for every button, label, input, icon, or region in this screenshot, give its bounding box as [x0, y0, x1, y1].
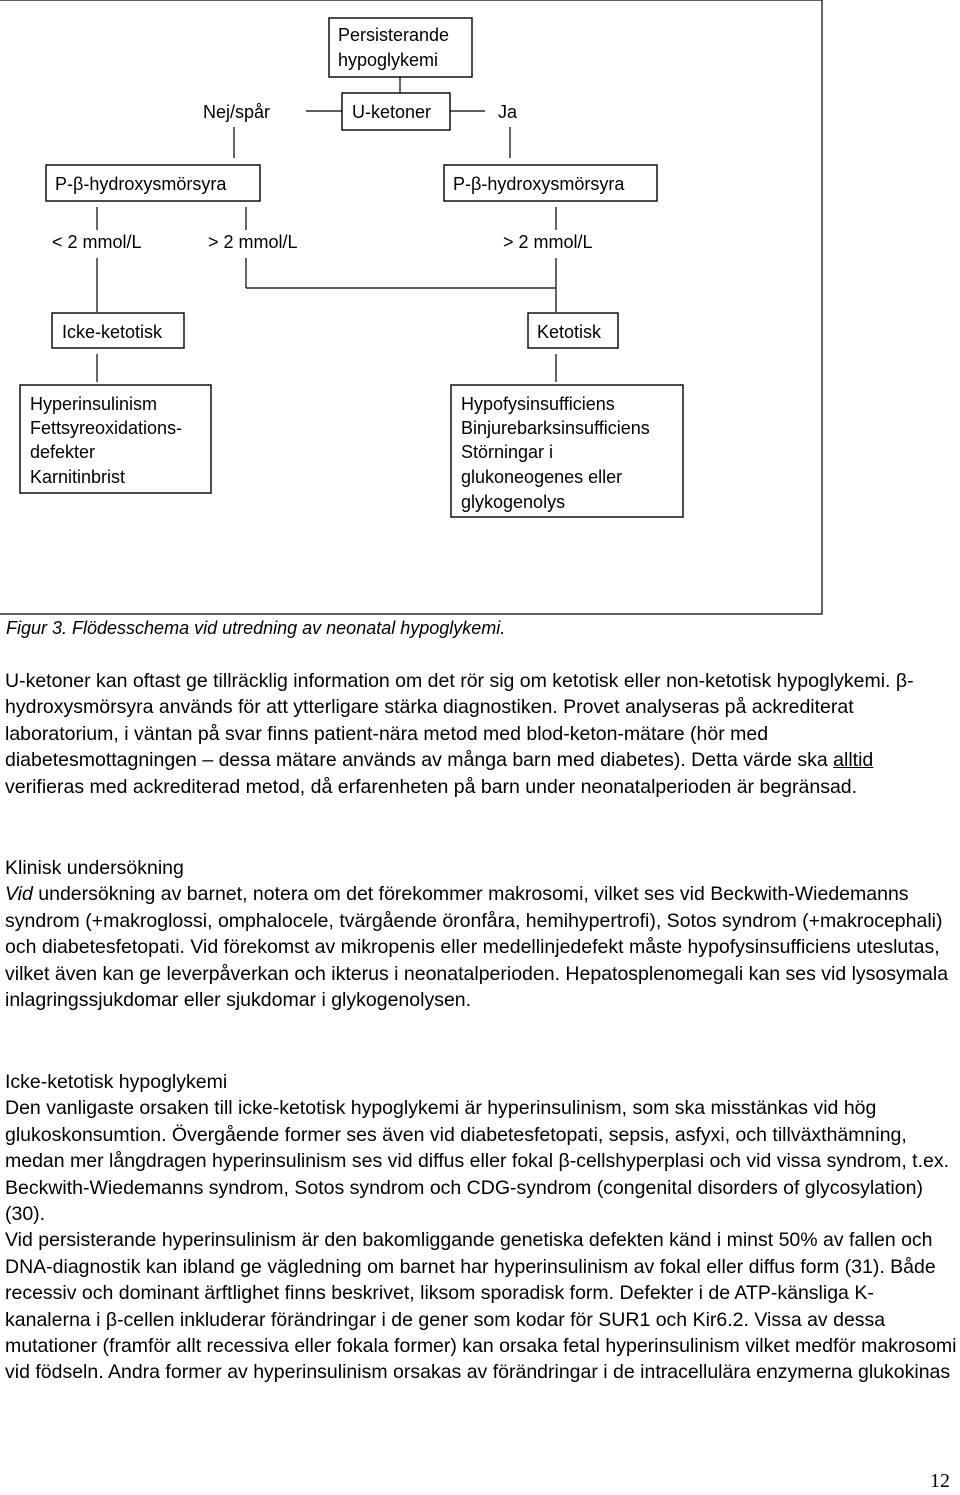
no-label: Nej/spår	[203, 102, 271, 122]
nonketotic-cause-3: defekter	[30, 442, 96, 462]
heading-clinical: Klinisk undersökning	[5, 857, 184, 879]
ketotic-cause-5: glykogenolys	[461, 492, 566, 512]
ketotic-cause-4: glukoneogenes eller	[461, 467, 623, 487]
left-test-label: P-β-hydroxysmörsyra	[55, 174, 227, 194]
start-line-1: Persisterande	[338, 25, 450, 45]
figure-caption: Figur 3. Flödesschema vid utredning av neonatal hypoglykemi.	[6, 618, 506, 638]
left-low-label: < 2 mmol/L	[52, 232, 142, 252]
nonketotic-paragraph-1: Den vanligaste orsaken till icke-ketotisk hypoglykemi är hyperinsulinism, som ska misstänkas vid hög glukoskonsumtion. Övergående former ses även vid diabetesfetopati, sepsis, asfyxi, och tillväxthämning, medan mer långdragen hyperinsulinism ses vid diffus eller fokal β-cellshyperplasi och vid vissa syndrom, t.ex. Beckwith-Wiedemanns syndrom, Sotos syndrom och CDG-syndrom (congenital disorders of glycosylation) (30).	[5, 1097, 950, 1226]
flowchart	[0, 0, 960, 620]
section-nonketotic	[5, 1069, 957, 1386]
nonketotic-label: Icke-ketotisk	[62, 322, 163, 342]
clinical-italic: Vid	[5, 883, 33, 906]
section-clinical	[5, 855, 957, 1013]
left-high-label: > 2 mmol/L	[208, 232, 298, 252]
ketotic-cause-1: Hypofysinsufficiens	[461, 394, 615, 414]
p1-emphasis: alltid	[833, 749, 874, 772]
nonketotic-cause-2: Fettsyreoxidations-	[30, 418, 183, 438]
p1-text-a: U-ketoner kan oftast ge tillräcklig information om det rör sig om ketotisk eller non-ketotisk hypoglykemi. β-hydroxysmörsyra används för att ytterligare stärka diagnostiken. Provet analyseras på ackrediterat laboratorium, i väntan på svar finns patient-nära metod med blod-keton-mätare (hör med diabetesmottagningen – dessa mätare används av många barn med diabetes). Detta värde ska	[5, 670, 914, 772]
nonketotic-cause-1: Hyperinsulinism	[30, 394, 158, 414]
ketotic-cause-2: Binjurebarksinsufficiens	[461, 418, 650, 438]
page-number: 12	[930, 1470, 950, 1492]
ketones-label: U-ketoner	[352, 102, 432, 122]
ketotic-cause-3: Störningar i	[461, 442, 554, 462]
ketotic-label: Ketotisk	[537, 322, 602, 342]
right-high-label: > 2 mmol/L	[503, 232, 593, 252]
start-line-2: hypoglykemi	[338, 50, 439, 70]
clinical-text: undersökning av barnet, notera om det förekommer makrosomi, vilket ses vid Beckwith-Wiedemanns syndrom (+makroglossi, omphalocele, tvärgående öronfåra, hemihypertrofi), Sotos syndrom (+makrocephali) och diabetesfetopati. Vid förekomst av mikropenis eller medellinjedefekt måste hypofysinsufficiens uteslutas, vilket även kan ge leverpåverkan och ikterus i neonatalperioden. Hepatosplenomegali kan ses vid lysosymala inlagringssjukdomar eller sjukdomar i glykogenolysen.	[5, 883, 949, 1012]
yes-label: Ja	[498, 102, 518, 122]
nonketotic-paragraph-2: Vid persisterande hyperinsulinism är den bakomliggande genetiska defekten känd i minst 50% av fallen och DNA-diagnostik kan ibland ge vägledning om barnet har hyperinsulinism av fokal eller diffus form (31). Både recessiv och dominant ärftlighet finns beskrivet, liksom sporadisk form. Defekter i de ATP-känsliga K-kanalerna i β-cellen inkluderar förändringar i de gener som kodar för SUR1 och Kir6.2. Vissa av dessa mutationer (framför allt recessiva eller fokala former) kan orsaka fetal hyperinsulinism vilket medför makrosomi vid födseln. Andra former av hyperinsulinism orsakas av förändringar i de intracellulära enzymerna glukokinas	[5, 1229, 957, 1384]
nonketotic-cause-4: Karnitinbrist	[30, 467, 126, 487]
paragraph-ketones	[5, 668, 957, 800]
heading-nonketotic: Icke-ketotisk hypoglykemi	[5, 1071, 228, 1093]
figure-frame	[0, 0, 822, 614]
right-test-label: P-β-hydroxysmörsyra	[453, 174, 625, 194]
p1-text-b: verifieras med ackrediterad metod, då erfarenheten på barn under neonatalperioden är begränsad.	[5, 775, 858, 798]
